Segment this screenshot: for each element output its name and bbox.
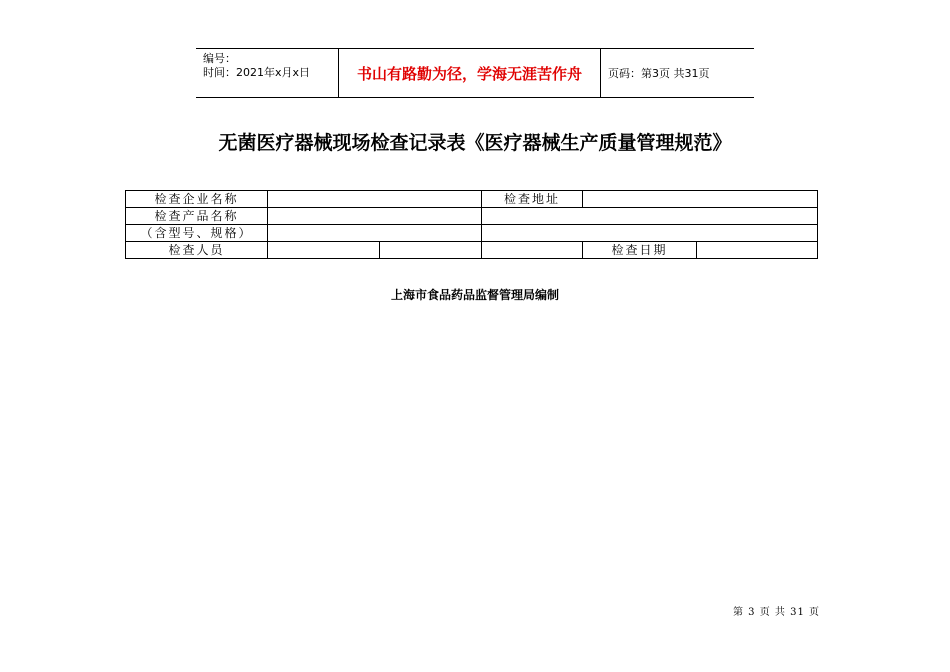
number-label: 编号： [203, 52, 236, 65]
inspector-label: 检查人员 [126, 242, 268, 259]
time-label: 时间：2021年x月x日 [203, 66, 311, 79]
company-name-field[interactable] [268, 191, 482, 208]
document-header [196, 48, 754, 98]
product-model-field-1[interactable] [268, 225, 482, 242]
inspector-field-2[interactable] [380, 242, 482, 259]
product-model-field-2[interactable] [482, 225, 818, 242]
product-name-label: 检查产品名称 [126, 208, 268, 225]
document-title: 无菌医疗器械现场检查记录表《医疗器械生产质量管理规范》 [218, 132, 732, 154]
table-row [126, 242, 818, 259]
table-row [126, 225, 818, 242]
header-motto: 书山有路勤为径，学海无涯苦作舟 [338, 49, 601, 97]
compiler-note: 上海市食品药品监督管理局编制 [390, 288, 559, 302]
product-model-label: （含型号、规格） [126, 225, 268, 242]
date-label: 检查日期 [583, 242, 697, 259]
address-field[interactable] [583, 191, 818, 208]
header-page-code: 页码：第3页 共31页 [608, 67, 710, 80]
address-label: 检查地址 [482, 191, 583, 208]
page-footer: 第 3 页 共 31 页 [733, 607, 820, 618]
inspector-field-3[interactable] [482, 242, 583, 259]
inspection-info-table [125, 190, 818, 259]
product-name-field-1[interactable] [268, 208, 482, 225]
inspector-field-1[interactable] [268, 242, 380, 259]
date-field[interactable] [697, 242, 818, 259]
product-name-field-2[interactable] [482, 208, 818, 225]
table-row [126, 191, 818, 208]
table-row [126, 208, 818, 225]
company-name-label: 检查企业名称 [126, 191, 268, 208]
header-meta [196, 49, 338, 97]
